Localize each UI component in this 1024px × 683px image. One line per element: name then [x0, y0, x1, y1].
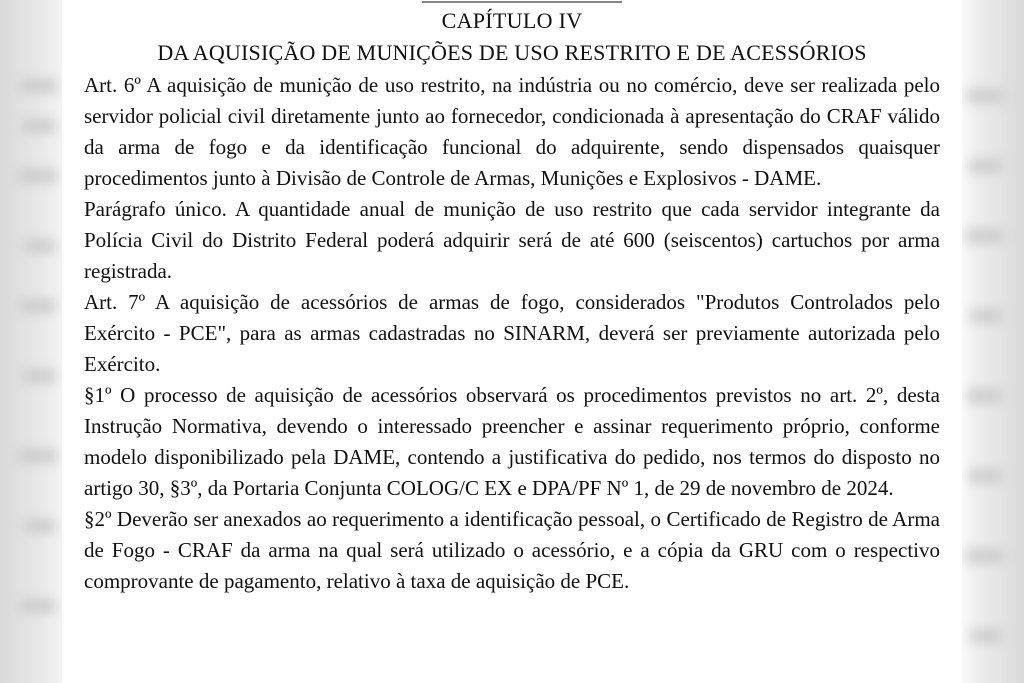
chapter-title: DA AQUISIÇÃO DE MUNIÇÕES DE USO RESTRITO E DE ACESSÓRIOS [157, 40, 867, 65]
blurred-margin-line [20, 600, 56, 612]
blurred-margin-line [968, 160, 1002, 172]
blurred-margin-line [970, 630, 1002, 642]
blurred-margin-line [964, 230, 1004, 242]
blurred-margin-line [24, 240, 56, 252]
blurred-margin-line [22, 120, 56, 132]
blurred-margin-line [966, 390, 1002, 402]
blurred-margin-line [24, 520, 56, 532]
chapter-heading: CAPÍTULO IV [441, 8, 583, 33]
blurred-margin-line [20, 80, 58, 92]
blurred-margin-line [970, 310, 1002, 322]
blurred-margin-line [964, 550, 1004, 562]
article-7-paragraph: Art. 7º A aquisição de acessórios de armas de fogo, considerados "Produtos Controlados pelo Exército - PCE", para as armas cadastradas no SINARM, deverá ser previamente autorizada pelo Exército. [84, 290, 940, 376]
blurred-margin-line [20, 300, 56, 312]
document-page [62, 0, 962, 683]
article-6-sole-paragraph: Parágrafo único. A quantidade anual de munição de uso restrito que cada servidor integrante da Polícia Civil do Distrito Federal poderá adquirir será de até 600 (seiscentos) cartuchos por arma registrada. [84, 197, 940, 283]
blurred-margin-line [968, 470, 1002, 482]
document-body [84, 70, 940, 597]
blurred-margin-line [966, 90, 1004, 102]
blurred-margin-line [18, 450, 58, 462]
blurred-margin-line [18, 170, 58, 182]
article-7-section-1: §1º O processo de aquisição de acessórios observará os procedimentos previstos no art. 2º, desta Instrução Normativa, devendo o interessado preencher e assinar requerimento próprio, conforme modelo disponibilizado pela DAME, contendo a justificativa do pedido, nos termos do disposto no artigo 30, §3º, da Portaria Conjunta COLOG/C EX e DPA/PF Nº 1, de 29 de novembro de 2024. [84, 383, 940, 500]
cut-off-previous-line [422, 0, 622, 3]
blurred-margin-line [22, 370, 56, 382]
article-7-section-2: §2º Deverão ser anexados ao requerimento a identificação pessoal, o Certificado de Registro de Arma de Fogo - CRAF da arma na qual será utilizado o acessório, e a cópia da GRU com o respectivo comprovante de pagamento, relativo à taxa de aquisição de PCE. [84, 507, 940, 593]
article-6-paragraph: Art. 6º A aquisição de munição de uso restrito, na indústria ou no comércio, deve ser realizada pelo servidor policial civil diretamente junto ao fornecedor, condicionada à apresentação do CRAF válido da arma de fogo e da identificação funcional do adquirente, sendo dispensados quaisquer procedimentos junto à Divisão de Controle de Armas, Munições e Explosivos - DAME. [84, 73, 940, 190]
